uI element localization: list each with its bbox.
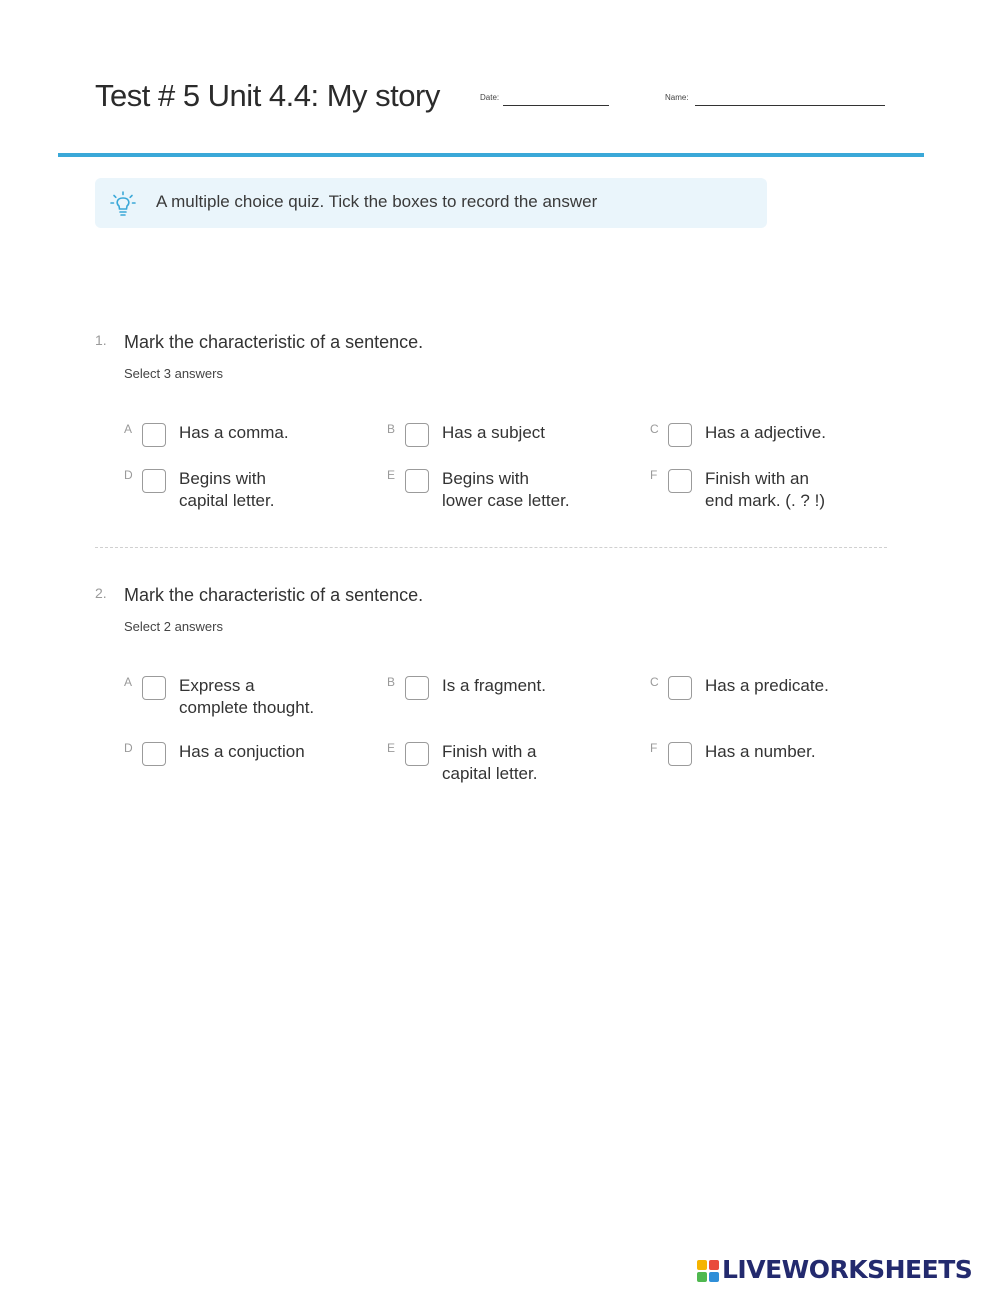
option-letter: E [387, 741, 396, 755]
option-label: Express a complete thought. [179, 676, 315, 717]
option-e[interactable] [387, 468, 637, 518]
option-label: Has a comma. [179, 423, 289, 442]
answer-checkbox[interactable] [405, 469, 429, 493]
option-letter: F [650, 468, 658, 482]
option-letter: F [650, 741, 658, 755]
question-divider [95, 547, 887, 548]
option-b[interactable] [387, 675, 637, 725]
answer-checkbox[interactable] [405, 676, 429, 700]
option-b[interactable] [387, 422, 637, 472]
option-label: Finish with a capital letter. [442, 742, 538, 783]
brand-name: LIVEWORKSHEETS [722, 1255, 973, 1284]
liveworksheets-logo [697, 1254, 997, 1286]
option-letter: A [124, 422, 133, 436]
answer-checkbox[interactable] [668, 469, 692, 493]
option-c[interactable] [650, 675, 900, 725]
option-c[interactable] [650, 422, 900, 472]
name-field[interactable] [695, 105, 885, 106]
option-letter: B [387, 675, 396, 689]
answer-checkbox[interactable] [668, 742, 692, 766]
answer-checkbox[interactable] [142, 423, 166, 447]
question-number: 2. [95, 585, 107, 601]
option-label: Finish with an end mark. (. ? !) [705, 469, 825, 510]
question-number: 1. [95, 332, 107, 348]
page-title: Test # 5 Unit 4.4: My story [95, 78, 440, 113]
date-field[interactable] [503, 105, 609, 106]
question-hint: Select 3 answers [124, 366, 223, 381]
option-letter: C [650, 675, 659, 689]
option-letter: A [124, 675, 133, 689]
date-label: Date: [480, 93, 500, 102]
question-text: Mark the characteristic of a sentence. [124, 332, 424, 352]
option-letter: B [387, 422, 396, 436]
option-letter: E [387, 468, 396, 482]
answer-checkbox[interactable] [142, 469, 166, 493]
instruction-text: A multiple choice quiz. Tick the boxes to record the answer [156, 192, 598, 211]
logo-tiles-icon [697, 1260, 719, 1282]
option-label: Has a adjective. [705, 423, 826, 442]
option-label: Has a number. [705, 742, 816, 761]
answer-checkbox[interactable] [142, 742, 166, 766]
option-f[interactable] [650, 741, 900, 791]
option-f[interactable] [650, 468, 900, 518]
option-label: Is a fragment. [442, 676, 546, 695]
title-divider [58, 153, 924, 157]
worksheet-header [95, 78, 895, 118]
answer-checkbox[interactable] [142, 676, 166, 700]
question-hint: Select 2 answers [124, 619, 223, 634]
name-label: Name: [665, 93, 689, 102]
option-label: Has a predicate. [705, 676, 829, 695]
instruction-box [95, 178, 767, 228]
option-d[interactable] [124, 468, 374, 518]
answer-checkbox[interactable] [405, 742, 429, 766]
option-a[interactable] [124, 422, 374, 472]
option-letter: C [650, 422, 659, 436]
answer-checkbox[interactable] [668, 676, 692, 700]
option-e[interactable] [387, 741, 637, 791]
answer-checkbox[interactable] [405, 423, 429, 447]
option-label: Has a conjuction [179, 742, 305, 761]
option-letter: D [124, 741, 133, 755]
option-a[interactable] [124, 675, 374, 725]
option-label: Has a subject [442, 423, 545, 442]
answer-checkbox[interactable] [668, 423, 692, 447]
question-text: Mark the characteristic of a sentence. [124, 585, 424, 605]
lightbulb-icon [109, 190, 137, 218]
option-letter: D [124, 468, 133, 482]
option-label: Begins with capital letter. [179, 469, 275, 510]
option-label: Begins with lower case letter. [442, 469, 570, 510]
option-d[interactable] [124, 741, 374, 791]
